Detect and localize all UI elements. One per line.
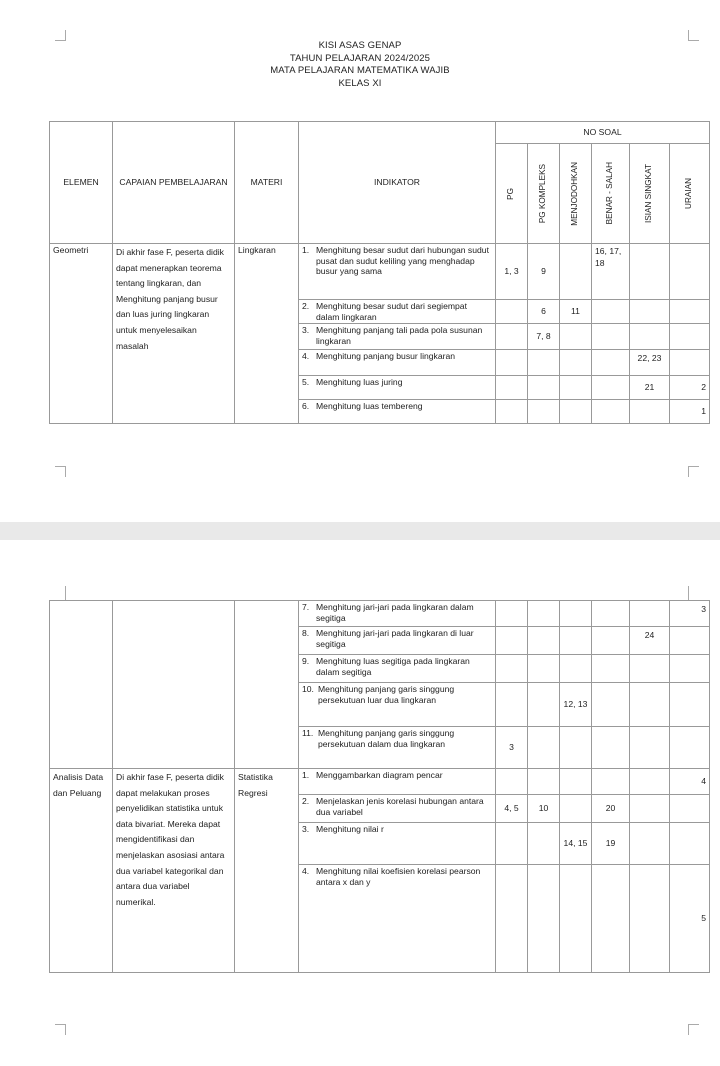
header-no-soal: NO SOAL	[496, 122, 710, 144]
benar-salah-cell	[592, 655, 630, 683]
document-page-1	[0, 0, 720, 522]
pg-kompleks-cell	[528, 823, 560, 865]
indikator-number: 11.	[302, 728, 314, 738]
isian-singkat-cell	[630, 601, 670, 627]
header-indikator: INDIKATOR	[299, 122, 496, 244]
indikator-number: 5.	[302, 377, 310, 388]
isian-singkat-cell	[630, 324, 670, 350]
benar-salah-cell: 16, 17, 18	[592, 244, 630, 300]
header-benar-salah: BENAR - SALAH	[592, 144, 630, 244]
pg-kompleks-cell	[528, 627, 560, 655]
pg-kompleks-cell	[528, 350, 560, 376]
pg-kompleks-cell	[528, 601, 560, 627]
pg-kompleks-cell	[528, 727, 560, 769]
header-pg: PG	[496, 144, 528, 244]
header-isian-singkat: ISIAN SINGKAT	[630, 144, 670, 244]
kisi-table-page-1	[49, 121, 710, 424]
uraian-cell	[670, 324, 710, 350]
indikator-number: 4.	[302, 351, 310, 362]
pg-cell: 1, 3	[496, 244, 528, 300]
title-line: KISI ASAS GENAP	[318, 40, 402, 51]
indikator-text: Menghitung jari-jari pada lingkaran di luar segitiga	[316, 628, 474, 649]
indikator-text: Menghitung panjang garis singgung persekutuan luar dua lingkaran	[318, 684, 455, 705]
pg-kompleks-cell: 7, 8	[528, 324, 560, 350]
indikator-number: 3.	[302, 325, 310, 336]
indikator-number: 7.	[302, 602, 310, 612]
benar-salah-cell	[592, 376, 630, 400]
benar-salah-cell	[592, 350, 630, 376]
title-line: KELAS XI	[338, 77, 382, 89]
crop-mark	[55, 466, 66, 477]
pg-cell	[496, 400, 528, 424]
uraian-cell	[670, 627, 710, 655]
title-line: TAHUN PELAJARAN 2024/2025	[289, 52, 431, 64]
isian-singkat-cell	[630, 244, 670, 300]
uraian-cell	[670, 655, 710, 683]
indikator-number: 2.	[302, 301, 310, 311]
isian-singkat-cell	[630, 865, 670, 973]
indikator-number: 10.	[302, 684, 314, 694]
indikator-text: Menghitung nilai r	[316, 824, 384, 834]
benar-salah-cell	[592, 300, 630, 324]
uraian-cell	[670, 823, 710, 865]
indikator-text: Menghitung luas segitiga pada lingkaran dalam segitiga	[316, 656, 470, 677]
isian-singkat-cell	[630, 823, 670, 865]
menjodohkan-cell	[560, 795, 592, 823]
materi-statistika: Statistika Regresi	[235, 769, 299, 973]
capaian-cell-empty	[113, 601, 235, 769]
indikator-text: Menghitung jari-jari pada lingkaran dalam segitiga	[316, 602, 474, 623]
uraian-cell: 1	[670, 400, 710, 424]
benar-salah-cell	[592, 601, 630, 627]
isian-singkat-cell: 24	[630, 627, 670, 655]
pg-cell	[496, 823, 528, 865]
isian-singkat-cell	[630, 655, 670, 683]
benar-salah-cell: 20	[592, 795, 630, 823]
uraian-cell	[670, 683, 710, 727]
indikator-cell	[299, 300, 496, 324]
indikator-text: Menghitung luas tembereng	[316, 401, 423, 412]
indikator-text: Menghitung nilai koefisien korelasi pearson antara x dan y	[316, 866, 481, 887]
menjodohkan-cell: 11	[560, 300, 592, 324]
uraian-cell	[670, 727, 710, 769]
uraian-cell	[670, 350, 710, 376]
capaian-geometri: Di akhir fase F, peserta didik dapat menerapkan teorema tentang lingkaran, dan Menghitung panjang busur dan luas juring lingkaran untuk menyelesaikan masalah	[113, 244, 235, 424]
isian-singkat-cell	[630, 727, 670, 769]
benar-salah-cell	[592, 627, 630, 655]
menjodohkan-cell	[560, 769, 592, 795]
pg-cell	[496, 865, 528, 973]
pg-kompleks-cell	[528, 769, 560, 795]
crop-mark	[688, 1024, 699, 1035]
menjodohkan-cell	[560, 601, 592, 627]
menjodohkan-cell	[560, 727, 592, 769]
indikator-number: 6.	[302, 401, 310, 412]
indikator-cell	[299, 823, 496, 865]
indikator-number: 1.	[302, 770, 310, 780]
indikator-number: 1.	[302, 245, 310, 255]
indikator-cell	[299, 244, 496, 300]
indikator-text: Menghitung luas juring	[316, 377, 403, 388]
indikator-number: 3.	[302, 824, 310, 834]
isian-singkat-cell: 21	[630, 376, 670, 400]
pg-kompleks-cell	[528, 655, 560, 683]
crop-mark	[55, 1024, 66, 1035]
indikator-text: Menjelaskan jenis korelasi hubungan antara dua variabel	[316, 796, 484, 817]
crop-mark	[688, 466, 699, 477]
indikator-cell	[299, 350, 496, 376]
pg-cell: 4, 5	[496, 795, 528, 823]
header-capaian: CAPAIAN PEMBELAJARAN	[113, 122, 235, 244]
menjodohkan-cell	[560, 400, 592, 424]
pg-kompleks-cell: 6	[528, 300, 560, 324]
menjodohkan-cell	[560, 627, 592, 655]
isian-singkat-cell	[630, 683, 670, 727]
indikator-cell	[299, 769, 496, 795]
kisi-table-page-2	[49, 600, 710, 973]
elemen-geometri: Geometri	[50, 244, 113, 424]
indikator-cell	[299, 324, 496, 350]
document-title	[0, 40, 720, 90]
indikator-text: Menggambarkan diagram pencar	[316, 770, 443, 780]
pg-cell	[496, 601, 528, 627]
pg-cell	[496, 683, 528, 727]
indikator-cell	[299, 727, 496, 769]
pg-cell	[496, 376, 528, 400]
uraian-cell: 4	[670, 769, 710, 795]
indikator-number: 9.	[302, 656, 310, 666]
benar-salah-cell	[592, 769, 630, 795]
elemen-cell-empty	[50, 601, 113, 769]
menjodohkan-cell	[560, 865, 592, 973]
menjodohkan-cell	[560, 655, 592, 683]
materi-cell-empty	[235, 601, 299, 769]
isian-singkat-cell	[630, 795, 670, 823]
menjodohkan-cell	[560, 376, 592, 400]
uraian-cell	[670, 244, 710, 300]
indikator-number: 8.	[302, 628, 310, 638]
pg-kompleks-cell	[528, 400, 560, 424]
indikator-text: Menghitung besar sudut dari hubungan sudut pusat dan sudut keliling yang menghadap busur yang sama	[316, 245, 489, 277]
pg-kompleks-cell: 10	[528, 795, 560, 823]
indikator-cell	[299, 683, 496, 727]
indikator-text: Menghitung panjang busur lingkaran	[316, 351, 456, 362]
pg-cell	[496, 627, 528, 655]
pg-cell	[496, 300, 528, 324]
crop-mark	[688, 586, 699, 600]
uraian-cell: 5	[670, 865, 710, 973]
materi-lingkaran: Lingkaran	[235, 244, 299, 424]
indikator-cell	[299, 400, 496, 424]
header-menjodohkan: MENJODOHKAN	[560, 144, 592, 244]
pg-kompleks-cell	[528, 376, 560, 400]
menjodohkan-cell: 14, 15	[560, 823, 592, 865]
benar-salah-cell: 19	[592, 823, 630, 865]
isian-singkat-cell: 22, 23	[630, 350, 670, 376]
elemen-analisis: Analisis Data dan Peluang	[50, 769, 113, 973]
pg-kompleks-cell	[528, 865, 560, 973]
uraian-cell: 3	[670, 601, 710, 627]
indikator-cell	[299, 865, 496, 973]
indikator-number: 2.	[302, 796, 310, 806]
pg-cell	[496, 655, 528, 683]
indikator-text: Menghitung besar sudut dari segiempat dalam lingkaran	[316, 301, 467, 322]
pg-kompleks-cell	[528, 683, 560, 727]
header-materi: MATERI	[235, 122, 299, 244]
benar-salah-cell	[592, 324, 630, 350]
indikator-text: Menghitung panjang tali pada pola susunan lingkaran	[316, 325, 483, 346]
document-page-2	[0, 540, 720, 1066]
pg-cell	[496, 350, 528, 376]
indikator-cell	[299, 601, 496, 627]
menjodohkan-cell: 12, 13	[560, 683, 592, 727]
uraian-cell: 2	[670, 376, 710, 400]
pg-kompleks-cell: 9	[528, 244, 560, 300]
indikator-cell	[299, 376, 496, 400]
indikator-text: Menghitung panjang garis singgung persekutuan dalam dua lingkaran	[318, 728, 455, 749]
indikator-cell	[299, 627, 496, 655]
pg-cell	[496, 769, 528, 795]
menjodohkan-cell	[560, 324, 592, 350]
title-line: MATA PELAJARAN MATEMATIKA WAJIB	[270, 65, 450, 76]
header-uraian: URAIAN	[670, 144, 710, 244]
uraian-cell	[670, 795, 710, 823]
benar-salah-cell	[592, 727, 630, 769]
indikator-cell	[299, 655, 496, 683]
capaian-analisis: Di akhir fase F, peserta didik dapat melakukan proses penyelidikan statistika untuk data bivariat. Mereka dapat mengidentifikasi dan menjelaskan asosiasi antara dua variabel kategorikal dan antara dua variabel numerikal.	[113, 769, 235, 973]
menjodohkan-cell	[560, 350, 592, 376]
pg-cell: 3	[496, 727, 528, 769]
benar-salah-cell	[592, 400, 630, 424]
benar-salah-cell	[592, 683, 630, 727]
header-pg-kompleks: PG KOMPLEKS	[528, 144, 560, 244]
benar-salah-cell	[592, 865, 630, 973]
indikator-number: 4.	[302, 866, 310, 876]
isian-singkat-cell	[630, 300, 670, 324]
isian-singkat-cell	[630, 400, 670, 424]
crop-mark	[55, 586, 66, 600]
menjodohkan-cell	[560, 244, 592, 300]
indikator-cell	[299, 795, 496, 823]
isian-singkat-cell	[630, 769, 670, 795]
uraian-cell	[670, 300, 710, 324]
header-elemen: ELEMEN	[50, 122, 113, 244]
pg-cell	[496, 324, 528, 350]
